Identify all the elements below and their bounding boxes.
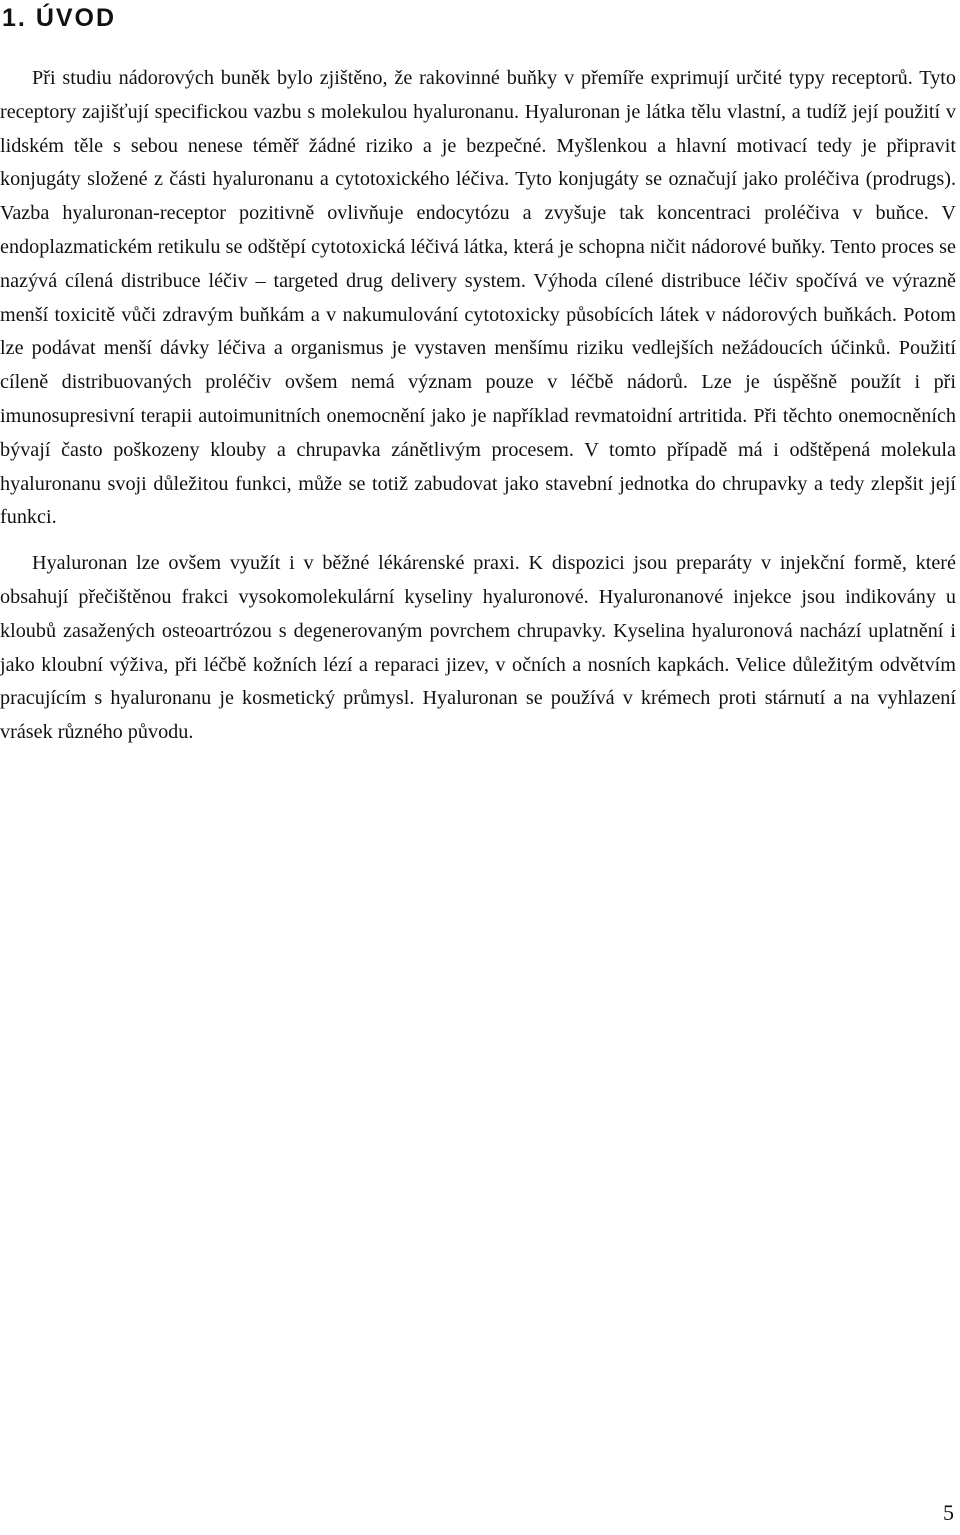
page-number: 5: [943, 1500, 954, 1525]
chapter-heading: [2, 2, 116, 34]
paragraph-pharmacy-use: Hyaluronan lze ovšem využít i v běžné lékárenské praxi. K dispozici jsou preparáty v injekční formě, které obsahují přečištěnou frakci vysokomolekulární kyseliny hyaluronové. Hyaluronanové injekce jsou indikovány u kloubů zasažených osteoartrózou s degenerovaným povrchem chrupavky. Kyselina hyaluronová nachází uplatnění i jako kloubní výživa, při léčbě kožních lézí a reparaci jizev, v očních a nosních kapkách. Velice důležitým odvětvím pracujícím s hyaluronanu je kosmetický průmysl. Hyaluronan se používá v krémech proti stárnutí a na vyhlazení vrásek různého původu.: [0, 552, 956, 744]
paragraph-intro: Při studiu nádorových buněk bylo zjištěno, že rakovinné buňky v přemíře exprimují určité typy receptorů. Tyto receptory zajišťují specifickou vazbu s molekulou hyaluronanu. Hyaluronan je látka tělu vlastní, a tudíž její použití v lidském těle s sebou nenese téměř žádné riziko a je bezpečné. Myšlenkou a hlavní motivací tedy je připravit konjugáty složené z části hyaluronanu a cytotoxického léčiva. Tyto konjugáty se označují jako proléčiva (prodrugs). Vazba hyaluronan-receptor pozitivně ovlivňuje endocytózu a zvyšuje tak koncentraci proléčiva v buňce. V endoplazmatickém retikulu se odštěpí cytotoxická léčivá látka, která je schopna ničit nádorové buňky. Tento proces se nazývá cílená distribuce léčiv – targeted drug delivery system. Výhoda cílené distribuce léčiv spočívá ve výrazně menší toxicitě vůči zdravým buňkám a v nakumulování cytotoxicky působících látek v nádorových buňkách. Potom lze podávat menší dávky léčiva a organismus je vystaven menšímu riziku vedlejších nežádoucích účinků. Použití cíleně distribuovaných proléčiv ovšem nemá význam pouze v léčbě nádorů. Lze je úspěšně použít i při imunosupresivní terapii autoimunitních onemocnění jako je například revmatoidní artritida. Při těchto onemocněních bývají často poškozeny klouby a chrupavka zánětlivým procesem. V tomto případě má i odštěpená molekula hyaluronanu svoji důležitou funkci, může se totiž zabudovat jako stavební jednotka do chrupavky a tedy zlepšit její funkci.: [0, 67, 956, 529]
chapter-body: [0, 62, 956, 750]
chapter-number: 1.: [2, 4, 27, 32]
chapter-title: ÚVOD: [35, 4, 117, 32]
